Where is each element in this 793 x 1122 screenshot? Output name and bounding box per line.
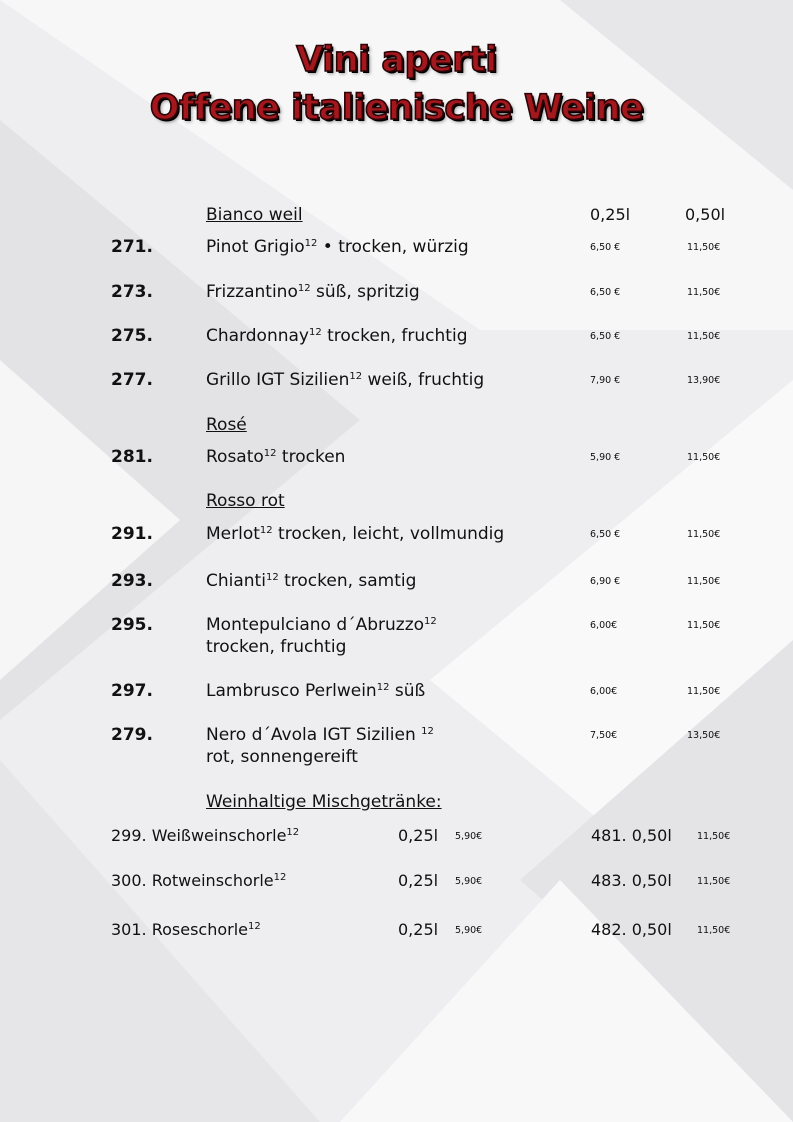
list-item xyxy=(0,871,793,897)
price-050: 11,50€ xyxy=(687,242,721,253)
volume-025: 0,25l xyxy=(398,920,439,939)
price-050: 13,90€ xyxy=(687,375,721,386)
section-heading-mix: Weinhaltige Mischgetränke: xyxy=(206,792,442,812)
item-name: Frizzantino$^{12}$ süß, spritzig xyxy=(206,282,420,302)
volume-025: 0,25l xyxy=(398,871,439,890)
item-name: Nero d´Avola IGT Sizilien $^{12}$ xyxy=(206,725,434,745)
price-025: 6,00€ xyxy=(590,620,618,631)
price-025: 5,90€ xyxy=(455,831,483,842)
price-025: 7,50€ xyxy=(590,730,618,741)
item-number: 279. xyxy=(111,725,153,745)
price-025: 6,50 € xyxy=(590,242,621,253)
price-025: 6,50 € xyxy=(590,287,621,298)
list-item xyxy=(0,681,793,707)
list-item xyxy=(0,571,793,597)
section-heading-rosso: Rosso rot xyxy=(206,491,285,511)
price-025: 5,90 € xyxy=(590,452,621,463)
volume-050: 483. 0,50l xyxy=(591,871,672,890)
price-050: 11,50€ xyxy=(697,831,731,842)
list-item xyxy=(0,237,793,263)
list-item xyxy=(0,447,793,473)
price-050: 13,50€ xyxy=(687,730,721,741)
price-025: 6,00€ xyxy=(590,686,618,697)
rose-header-row xyxy=(0,415,793,441)
price-025: 6,50 € xyxy=(590,331,621,342)
price-050: 11,50€ xyxy=(687,331,721,342)
price-050: 11,50€ xyxy=(687,576,721,587)
column-header-050: 0,50l xyxy=(685,205,726,224)
list-item-subline xyxy=(0,637,793,663)
price-050: 11,50€ xyxy=(687,452,721,463)
list-item xyxy=(0,920,793,946)
price-025: 6,90 € xyxy=(590,576,621,587)
volume-050: 482. 0,50l xyxy=(591,920,672,939)
item-name: Chianti$^{12}$ trocken, samtig xyxy=(206,571,417,591)
item-name: Merlot$^{12}$ trocken, leicht, vollmundig xyxy=(206,524,505,544)
price-050: 11,50€ xyxy=(697,925,731,936)
item-number: 297. xyxy=(111,681,153,701)
menu-title: Vini aperti xyxy=(296,40,497,80)
item-name: Rosato$^{12}$ trocken xyxy=(206,447,346,467)
item-number: 273. xyxy=(111,282,153,302)
list-item-subline xyxy=(0,747,793,773)
item-number: 295. xyxy=(111,615,153,635)
item-name: 301. Roseschorle$^{12}$ xyxy=(111,920,261,939)
item-number: 277. xyxy=(111,370,153,390)
section-heading-bianco: Bianco weil xyxy=(206,205,303,225)
item-name: Lambrusco Perlwein$^{12}$ süß xyxy=(206,681,426,701)
item-description: trocken, fruchtig xyxy=(206,637,347,657)
volume-025: 0,25l xyxy=(398,826,439,845)
item-name: 299. Weißweinschorle$^{12}$ xyxy=(111,826,300,845)
price-050: 11,50€ xyxy=(687,287,721,298)
item-number: 271. xyxy=(111,237,153,257)
price-050: 11,50€ xyxy=(687,529,721,540)
price-025: 5,90€ xyxy=(455,925,483,936)
list-item xyxy=(0,524,793,550)
volume-050: 481. 0,50l xyxy=(591,826,672,845)
item-name: Chardonnay$^{12}$ trocken, fruchtig xyxy=(206,326,468,346)
item-number: 293. xyxy=(111,571,153,591)
list-item xyxy=(0,282,793,308)
menu-subtitle: Offene italienische Weine xyxy=(149,88,644,128)
item-description: rot, sonnengereift xyxy=(206,747,358,767)
price-050: 11,50€ xyxy=(697,876,731,887)
section-heading-rose: Rosé xyxy=(206,415,247,435)
item-number: 291. xyxy=(111,524,153,544)
list-item xyxy=(0,826,793,852)
bianco-header-row xyxy=(0,205,793,231)
item-name: 300. Rotweinschorle$^{12}$ xyxy=(111,871,287,890)
item-name: Montepulciano d´Abruzzo$^{12}$ xyxy=(206,615,437,635)
column-header-025: 0,25l xyxy=(590,205,631,224)
price-050: 11,50€ xyxy=(687,686,721,697)
item-number: 275. xyxy=(111,326,153,346)
rosso-header-row xyxy=(0,491,793,517)
price-025: 6,50 € xyxy=(590,529,621,540)
item-name: Grillo IGT Sizilien$^{12}$ weiß, fruchtig xyxy=(206,370,485,390)
price-050: 11,50€ xyxy=(687,620,721,631)
mix-header-row xyxy=(0,792,793,818)
list-item xyxy=(0,370,793,396)
list-item xyxy=(0,326,793,352)
item-number: 281. xyxy=(111,447,153,467)
price-025: 7,90 € xyxy=(590,375,621,386)
item-name: Pinot Grigio$^{12}$ • trocken, würzig xyxy=(206,237,469,257)
price-025: 5,90€ xyxy=(455,876,483,887)
